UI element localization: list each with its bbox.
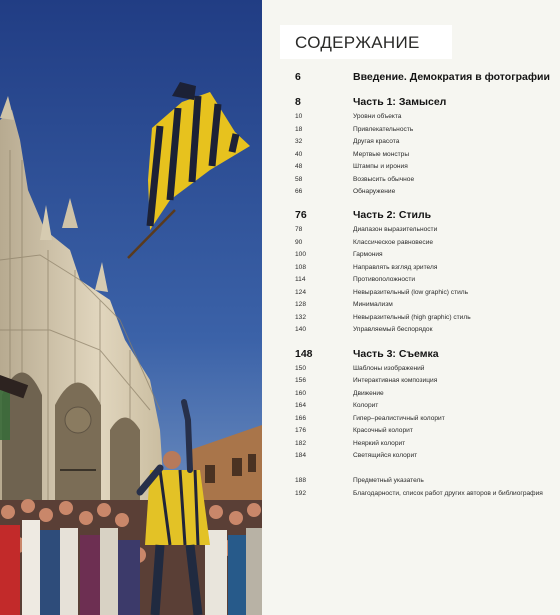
page-number: 132 (295, 314, 307, 321)
cover-photo (0, 0, 262, 615)
entry-title: Невыразительный (high graphic) стиль (353, 314, 471, 321)
entry-title: Благодарности, список работ других авторов и библиография (353, 490, 543, 497)
entry-title: Другая красота (353, 138, 400, 145)
page-number: 6 (295, 71, 301, 83)
entry-title: Колорит (353, 402, 379, 409)
page-number: 140 (295, 326, 307, 333)
page-number: 192 (295, 490, 307, 497)
page-number: 176 (295, 427, 307, 434)
entry-title: Направлять взгляд зрителя (353, 264, 438, 271)
page-number: 124 (295, 289, 307, 296)
entry-title: Минимализм (353, 301, 393, 308)
entry-title: Неяркий колорит (353, 440, 406, 447)
page-number: 48 (295, 163, 303, 170)
page-number: 32 (295, 138, 303, 145)
page-number: 156 (295, 377, 307, 384)
entry-title: Привлекательность (353, 126, 414, 133)
page-number: 100 (295, 251, 307, 258)
entry-title: Классическое равновесие (353, 239, 434, 246)
entry-title: Штампы и ирония (353, 163, 408, 170)
part-title: Часть 3: Съемка (353, 348, 439, 360)
entry-title: Введение. Демократия в фотографии (353, 71, 550, 83)
entry-title: Управляемый беспорядок (353, 326, 433, 333)
page-number: 10 (295, 113, 303, 120)
page-number: 78 (295, 226, 303, 233)
entry-title: Гармония (353, 251, 383, 258)
page-number: 18 (295, 126, 303, 133)
entry-title: Светящийся колорит (353, 452, 418, 459)
part-title: Часть 1: Замысел (353, 96, 447, 108)
entry-title: Обнаружение (353, 188, 396, 195)
entry-title: Интерактивная композиция (353, 377, 438, 384)
page-number: 184 (295, 452, 307, 459)
page-number: 148 (295, 348, 313, 360)
entry-title: Уровни объекта (353, 113, 402, 120)
page-number: 66 (295, 188, 303, 195)
festival-photo (0, 0, 262, 615)
page-number: 166 (295, 415, 307, 422)
entry-title: Мертвые монстры (353, 151, 410, 158)
page-number: 150 (295, 365, 307, 372)
page-number: 76 (295, 209, 307, 221)
page-number: 90 (295, 239, 303, 246)
page-number: 188 (295, 477, 307, 484)
page-number: 58 (295, 176, 303, 183)
entry-title: Гипер–реалистичный колорит (353, 415, 445, 422)
page-number: 128 (295, 301, 307, 308)
entry-title: Движение (353, 390, 384, 397)
entry-title: Красочный колорит (353, 427, 413, 434)
entry-title: Возвысить обычное (353, 176, 415, 183)
page-number: 164 (295, 402, 307, 409)
page-number: 8 (295, 96, 301, 108)
page-number: 114 (295, 276, 306, 283)
part-title: Часть 2: Стиль (353, 209, 432, 221)
entry-title: Шаблоны изображений (353, 365, 425, 372)
entry-title: Противоположности (353, 276, 416, 283)
page-number: 108 (295, 264, 307, 271)
page-number: 182 (295, 440, 307, 447)
page-title: СОДЕРЖАНИЕ (295, 33, 420, 52)
entry-title: Предметный указатель (353, 477, 424, 484)
entry-title: Невыразительный (low graphic) стиль (353, 289, 469, 296)
table-of-contents (262, 0, 560, 615)
page-number: 160 (295, 390, 307, 397)
page-number: 40 (295, 151, 303, 158)
entry-title: Диапазон выразительности (353, 226, 438, 233)
